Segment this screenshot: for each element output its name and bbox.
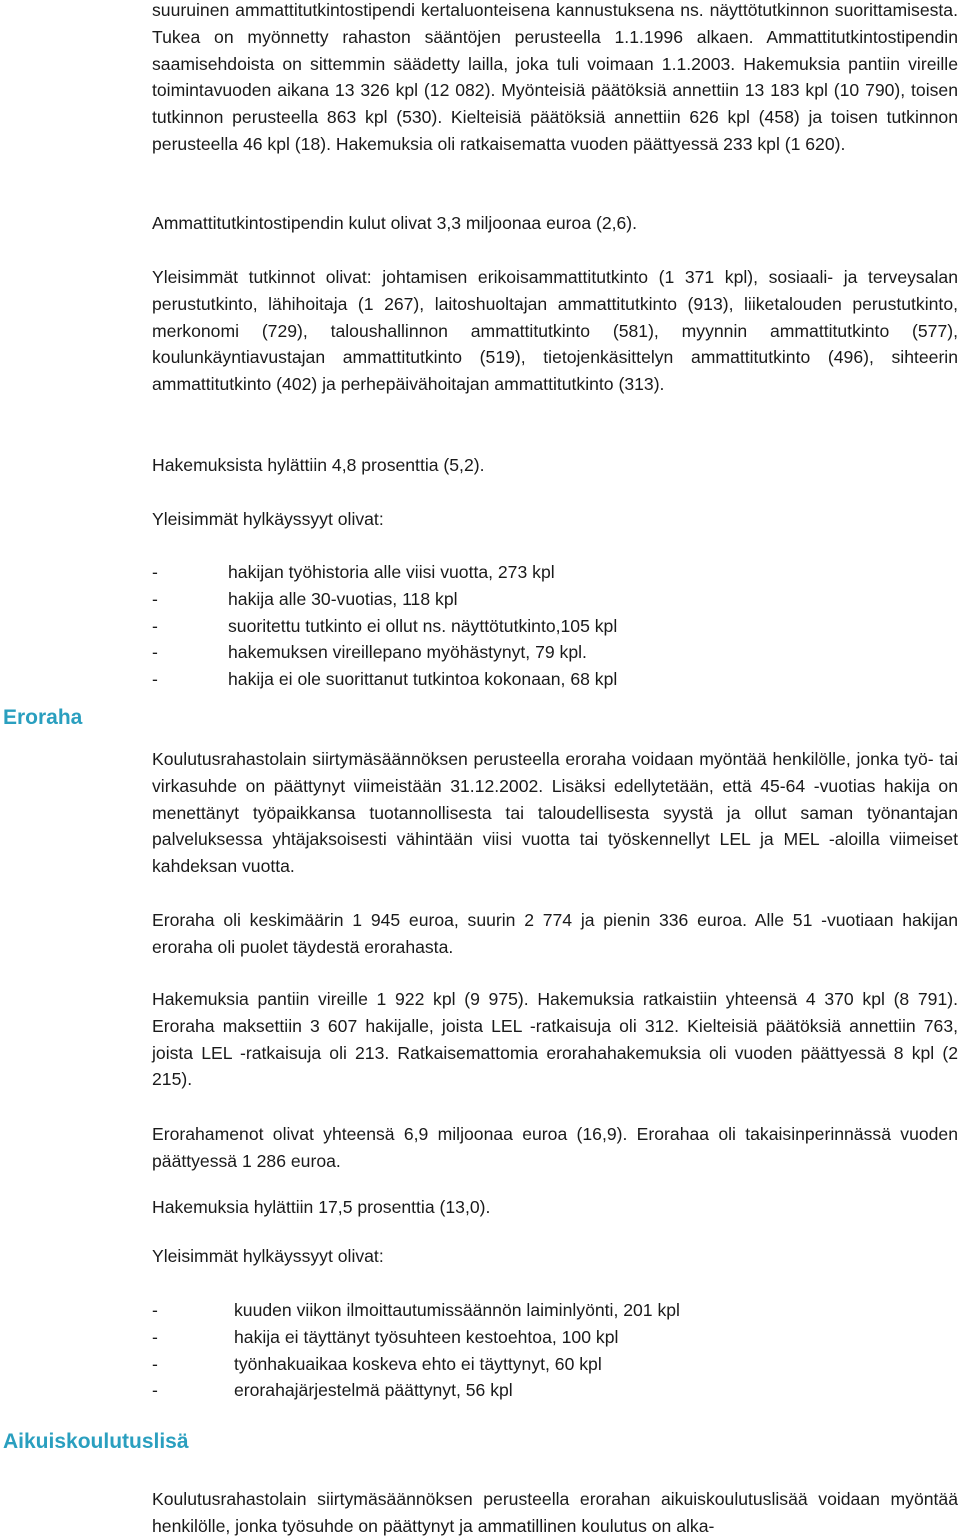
- eroraha-p4-block: [152, 1121, 958, 1175]
- eroraha-paragraph-4: Erorahamenot olivat yhteensä 6,9 miljoonaa euroa (16,9). Erorahaa oli takaisinperinnässä vuoden päättyessä 1 286 euroa.: [152, 1124, 958, 1171]
- eroraha-p3-block: [152, 986, 958, 1093]
- common-degrees-paragraph: Yleisimmät tutkinnot olivat: johtamisen erikoisammattitutkinto (1 371 kpl), sosiaali- ja terveysalan perustutkinto, lähihoitaja (1 267), laitoshuoltajan ammattitutkinto (913), liiketalouden perustutkinto, merkonomi (729), taloushallinnon ammattitutkinto (581), myynnin ammattitutkinto (577), koulunkäyntiavustajan ammattitutkinto (519), tietojenkäsittelyn ammattitutkinto (496), sihteerin ammattitutkinto (402) ja perhepäivähoitajan ammattitutkinto (313).: [152, 267, 958, 395]
- list-item: - hakija ei täyttänyt työsuhteen kestoehtoa, 100 kpl: [152, 1326, 619, 1347]
- eroraha-p2-block: [152, 907, 958, 961]
- eroraha-p1-block: [152, 746, 958, 880]
- common-degrees-block: [152, 264, 958, 398]
- eroraha-paragraph-3: Hakemuksia pantiin vireille 1 922 kpl (9 975). Hakemuksia ratkaistiin yhteensä 4 370 kpl (8 791). Eroraha maksettiin 3 607 hakijalle, joista LEL -ratkaisuja oli 312. Kielteisiä päätöksiä annettiin 763, joista LEL -ratkaisuja oli 213. Ratkaisemattomia erorahahakemuksia oli vuoden päättyessä 8 kpl (2 215).: [152, 989, 958, 1090]
- aikuiskoulutuslisa-p1-block: [152, 1486, 958, 1540]
- list-item: - erorahajärjestelmä päättynyt, 56 kpl: [152, 1380, 513, 1401]
- costs-block: [152, 210, 958, 237]
- list-item: - hakija alle 30-vuotias, 118 kpl: [152, 588, 458, 609]
- rejection-reasons-list: [152, 559, 958, 693]
- eroraha-paragraph-1: Koulutusrahastolain siirtymäsäännöksen perusteella eroraha voidaan myöntää henkilölle, jonka työ- tai virkasuhde on päättynyt viimeistään 31.12.2002. Lisäksi edellytetään, että 45-64 -vuotias hakija on menettänyt työpaikkansa tuotannollisesta tai taloudellisesta syystä ja ollut saman työnantajan palveluksessa yhtäjaksoisesti vähintään viisi vuotta tai työskennellyt LEL ja MEL -aloilla viimeiset kahdeksan vuotta.: [152, 749, 958, 877]
- eroraha-paragraph-2: Eroraha oli keskimäärin 1 945 euroa, suurin 2 774 ja pienin 336 euroa. Alle 51 -vuotiaan hakijan eroraha oli puolet täydestä erorahasta.: [152, 910, 958, 957]
- rejection-heading-block-1: [152, 506, 958, 533]
- section-heading-aikuiskoulutuslisa: Aikuiskoulutuslisä: [3, 1430, 189, 1453]
- list-item: - hakijan työhistoria alle viisi vuotta, 273 kpl: [152, 562, 555, 582]
- eroraha-paragraph-5: Hakemuksia hylättiin 17,5 prosenttia (13,0).: [152, 1197, 491, 1217]
- eroraha-reasons-heading: Yleisimmät hylkäyssyyt olivat:: [152, 1246, 384, 1266]
- intro-paragraph: suuruinen ammattitutkintostipendi kertaluonteisena kannustuksena ns. näyttötutkinnon suorittamisesta. Tukea on myönnetty rahaston sääntöjen perusteella 1.1.1996 alkaen. Ammattitutkintostipendin saamisehdoista on sittemmin säädetty lailla, joka tuli voimaan 1.1.2003. Hakemuksia pantiin vireille toimintavuoden aikana 13 326 kpl (12 082). Myönteisiä päätöksiä annettiin 13 183 kpl (10 790), toisen tutkinnon perusteella 863 kpl (530). Kielteisiä päätöksiä annettiin 626 kpl (458) ja toisen tutkinnon perusteella 46 kpl (18). Hakemuksia oli ratkaisematta vuoden päättyessä 233 kpl (1 620).: [152, 0, 958, 154]
- costs-paragraph: Ammattitutkintostipendin kulut olivat 3,3 miljoonaa euroa (2,6).: [152, 213, 638, 233]
- rejected-block-1: [152, 452, 958, 479]
- rejected-paragraph: Hakemuksista hylättiin 4,8 prosenttia (5,2).: [152, 455, 485, 475]
- list-item: - kuuden viikon ilmoittautumissäännön laiminlyönti, 201 kpl: [152, 1300, 680, 1320]
- list-item: - hakemuksen vireillepano myöhästynyt, 79 kpl.: [152, 642, 587, 663]
- list-item: - työnhakuaikaa koskeva ehto ei täyttynyt, 60 kpl: [152, 1353, 602, 1374]
- list-item: - hakija ei ole suorittanut tutkintoa kokonaan, 68 kpl: [152, 669, 618, 690]
- rejection-reasons-heading: Yleisimmät hylkäyssyyt olivat:: [152, 509, 384, 529]
- eroraha-reasons-block: [152, 1297, 958, 1404]
- top-paragraph-block: [152, 0, 958, 158]
- eroraha-p5-block: [152, 1194, 958, 1221]
- aikuiskoulutuslisa-paragraph-1: Koulutusrahastolain siirtymäsäännöksen perusteella erorahan aikuiskoulutuslisää voidaan myöntää henkilölle, jonka työsuhde on päättynyt ja ammatillinen koulutus on alka-: [152, 1489, 958, 1536]
- section-heading-eroraha: Eroraha: [3, 706, 83, 729]
- rejection-list-block-1: [152, 559, 958, 693]
- eroraha-reasons-list: [152, 1297, 958, 1404]
- list-item: - suoritettu tutkinto ei ollut ns. näyttötutkinto,105 kpl: [152, 615, 618, 636]
- eroraha-reasons-heading-block: [152, 1243, 958, 1270]
